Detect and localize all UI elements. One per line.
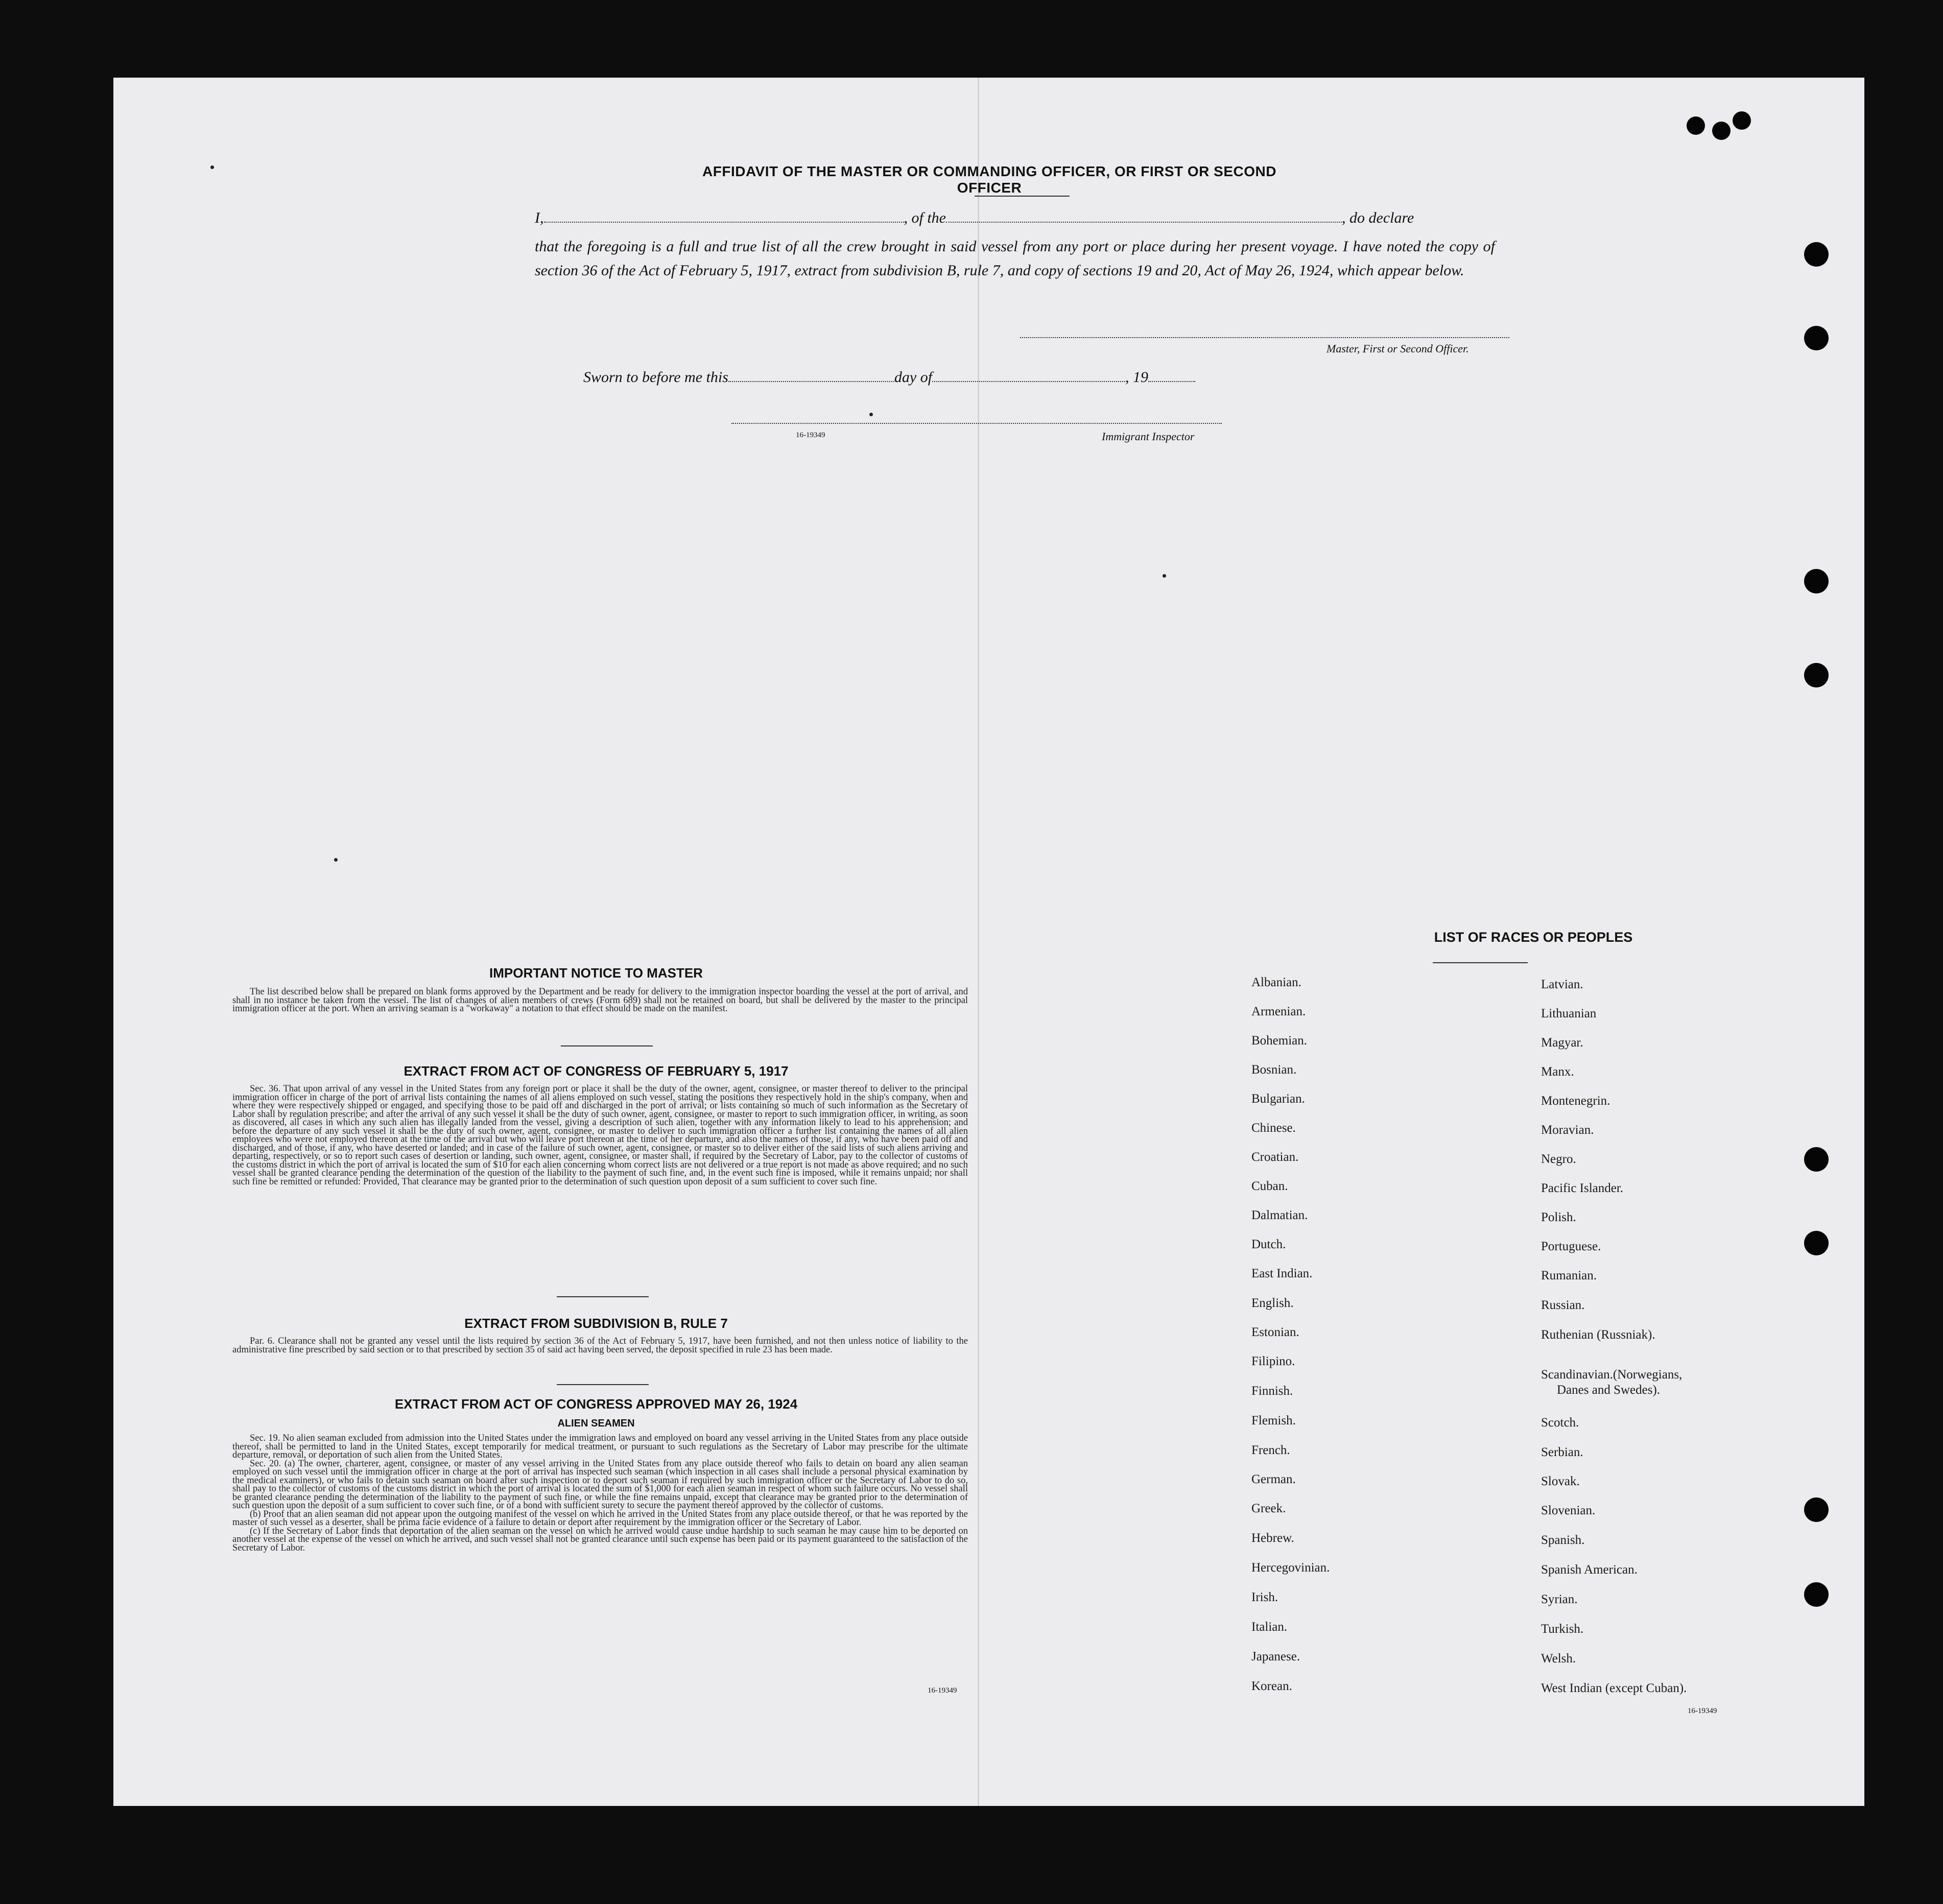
punch-hole xyxy=(1804,663,1829,687)
race-item: Portuguese. xyxy=(1541,1240,1601,1253)
affidavit-body: that the foregoing is a full and true list of all the crew brought in said vessel from any port or place during her present voyage. I have noted the copy of section 36 of the Act of February 5, 1917, extract from subdivision B, rule 7, and copy of sections 19 and 20, Act of May 26, 1924, which appear below. xyxy=(535,238,1495,279)
sworn-year-blank[interactable] xyxy=(1148,378,1195,382)
speck xyxy=(869,413,873,416)
race-item: Japanese. xyxy=(1251,1650,1300,1663)
sworn-prefix: Sworn to before me this xyxy=(583,369,728,386)
race-item: Hercegovinian. xyxy=(1251,1561,1330,1575)
race-item: Pacific Islander. xyxy=(1541,1181,1624,1195)
form-number-right: 16-19349 xyxy=(1688,1707,1717,1715)
speck xyxy=(1163,574,1166,578)
sec36-paragraph: Sec. 36. That upon arrival of any vessel in the United States from any foreign port or place it shall be the duty of the owner, agent, consignee, or master thereof to deliver to the principal immigration officer in charge of the port of arrival lists containing the names of all aliens employed on such vessel, stating the positions they respectively hold in the ship's company, when and where they were respectively shipped or engaged, and specifying those to be paid off and discharged in the port of arrival; or lists containing so much of such information as the Secretary of Labor shall by regulation prescribe; and after the arrival of any such vessel it shall be the duty of such owner, agent, consignee, or master to report to such immigration officer, in writing, as soon as discovered, all cases in which any such alien has illegally landed from the vessel, giving a description of such alien, together with any information likely to lead to his apprehension; and before the departure of any such vessel it shall be the duty of such owner, agent, consignee, or master to deliver to such immigration officer a further list containing the names of all alien employees who were not employed thereon at the time of the arrival but who will leave port thereon at the time of her departure, and also the names of those, if any, who have been paid off and discharged, and of those, if any, who have deserted or landed; and in case of the failure of such owner, agent, consignee, or master so to deliver either of the said lists of such aliens arriving and departing, respectively, or so to report such cases of desertion or landing, such owner, agent, consignee, or master shall, if required by the Secretary of Labor, pay to the collector of customs of the customs district in which the port of arrival is located the sum of $10 for each alien concerning whom correct lists are not delivered or a true report is not made as above required; and no such vessel shall be granted clearance pending the determination of the question of the liability to the payment of such fine, and, in the event such fine is imposed, while it remains unpaid; nor shall such fine be remitted or refunded: Provided, That clearance may be granted prior to the determination of such question upon deposit of a sum sufficient to cover such fine. xyxy=(232,1084,968,1187)
race-item: Polish. xyxy=(1541,1210,1576,1224)
sec20a-paragraph: Sec. 20. (a) The owner, charterer, agent, consignee, or master of any vessel arriving in the United States from any place outside thereof who fails to detain on board any alien seaman employed on such vessel until the immigration officer in charge at the port of arrival has inspected such seaman (which inspection in all cases shall include a personal physical examination by the medical examiners), or who fails to detain such seaman on board after such inspection or to deport such seaman if required by such immigration officer or the Secretary of Labor to do so, shall pay to the collector of customs of the customs district in which the port of arrival is located the sum of $1,000 for each alien seaman in respect of whom such failure occurs. No vessel shall be granted clearance pending the determination of the liability to the payment of such fine, or while the fine remains unpaid, except that clearance may be granted prior to the determination of such question upon the deposit of a sum sufficient to cover such fine, or of a bond with sufficient surety to secure the payment thereof approved by the collector of customs. xyxy=(232,1458,968,1511)
master-name-blank[interactable] xyxy=(544,219,904,223)
declaration-line xyxy=(535,209,1414,227)
race-item: Russian. xyxy=(1541,1298,1585,1312)
extract-1924-text xyxy=(232,1434,968,1552)
notice-text xyxy=(232,988,968,1013)
race-item: West Indian (except Cuban). xyxy=(1541,1681,1687,1695)
extract-rule7-title: EXTRACT FROM SUBDIVISION B, RULE 7 xyxy=(464,1316,728,1331)
race-item: Syrian. xyxy=(1541,1592,1578,1606)
race-item: Bosnian. xyxy=(1251,1063,1297,1077)
punch-hole xyxy=(1712,122,1731,140)
master-signature-line[interactable] xyxy=(1020,337,1509,338)
race-item: Lithuanian xyxy=(1541,1007,1597,1020)
race-item: Dutch. xyxy=(1251,1237,1286,1251)
form-number-left: 16-19349 xyxy=(928,1686,957,1695)
race-item: Bulgarian. xyxy=(1251,1092,1305,1106)
race-item: Hebrew. xyxy=(1251,1531,1294,1545)
punch-hole xyxy=(1804,1497,1829,1522)
extract-1924-title: EXTRACT FROM ACT OF CONGRESS APPROVED MAY 26, 1924 xyxy=(394,1396,798,1412)
race-item: Croatian. xyxy=(1251,1150,1299,1164)
race-item: Serbian. xyxy=(1541,1445,1583,1459)
race-item: German. xyxy=(1251,1472,1296,1486)
section-divider xyxy=(557,1384,649,1385)
race-item: Moravian. xyxy=(1541,1123,1594,1137)
punch-hole xyxy=(1804,569,1829,593)
race-item: Spanish American. xyxy=(1541,1563,1638,1577)
punch-hole xyxy=(1804,242,1829,267)
speck xyxy=(210,165,214,169)
race-item: Magyar. xyxy=(1541,1036,1583,1050)
punch-hole xyxy=(1804,326,1829,350)
race-item: Scotch. xyxy=(1541,1416,1579,1430)
race-item: Chinese. xyxy=(1251,1121,1296,1135)
vessel-prefix: , of the xyxy=(904,209,946,226)
race-item: Slovak. xyxy=(1541,1474,1580,1488)
sworn-line xyxy=(583,369,1195,386)
race-item: Greek. xyxy=(1251,1502,1286,1515)
inspector-caption: Immigrant Inspector xyxy=(1102,430,1195,443)
declare-suffix: , do declare xyxy=(1342,209,1414,226)
center-fold xyxy=(978,78,979,1806)
race-item: Estonian. xyxy=(1251,1325,1299,1339)
race-item: Latvian. xyxy=(1541,978,1583,991)
races-title: LIST OF RACES OR PEOPLES xyxy=(1434,930,1633,945)
declarant-prefix: I, xyxy=(535,209,544,226)
notice-paragraph: The list described below shall be prepared on blank forms approved by the Department and be ready for delivery to the immigration inspector boarding the vessel at the port of arrival, and shall in no instance be taken from the vessel. The list of changes of alien members of crews (Form 689) shall not be retained on board, but shall be delivered by the master to the principal immigration officer at the port. When an arriving seaman is a "workaway" a notation to that effect should be made on the manifest. xyxy=(232,987,968,1014)
race-item: Armenian. xyxy=(1251,1005,1306,1018)
punch-hole xyxy=(1804,1582,1829,1607)
speck xyxy=(334,858,338,862)
race-item: Irish. xyxy=(1251,1590,1278,1604)
section-divider xyxy=(561,1045,653,1046)
race-item: Flemish. xyxy=(1251,1414,1296,1427)
sec20b-paragraph: (b) Proof that an alien seaman did not appear upon the outgoing manifest of the vessel on which he arrived in the United States from any place outside thereof, or that he was reported by the master of such vessel as a deserter, shall be prima facie evidence of a failure to detain or deport after requirement by the immigration officer or the Secretary of Labor. xyxy=(232,1509,968,1528)
race-item: Ruthenian (Russniak). xyxy=(1541,1328,1655,1342)
sec20c-paragraph: (c) If the Secretary of Labor finds that deportation of the alien seaman on the vessel on which he arrived would cause undue hardship to such seaman he may cause him to be deported on another vessel at the expense of the vessel on which he arrived, and such vessel shall not be granted clearance until such expense has been paid or its payment guaranteed to the satisfaction of the Secretary of Labor. xyxy=(232,1526,968,1553)
notice-title: IMPORTANT NOTICE TO MASTER xyxy=(489,965,703,981)
form-number-top: 16-19349 xyxy=(796,431,825,439)
vessel-name-blank[interactable] xyxy=(946,219,1342,223)
day-of-label: day of xyxy=(894,369,933,386)
race-item: Spanish. xyxy=(1541,1533,1585,1547)
document-sheet xyxy=(113,78,1864,1806)
race-item: East Indian. xyxy=(1251,1267,1313,1280)
master-signature-caption: Master, First or Second Officer. xyxy=(1326,342,1469,355)
race-item: Korean. xyxy=(1251,1679,1292,1693)
races-title-underline xyxy=(1433,962,1528,963)
extract-1917-title: EXTRACT FROM ACT OF CONGRESS OF FEBRUARY 5, 1917 xyxy=(404,1063,789,1079)
race-item: Scandinavian.(Norwegians, xyxy=(1541,1368,1683,1382)
race-item: Manx. xyxy=(1541,1065,1574,1079)
race-item: Filipino. xyxy=(1251,1354,1295,1368)
par6-paragraph: Par. 6. Clearance shall not be granted any vessel until the lists required by section 36 of the Act of February 5, 1917, have been furnished, and not then unless notice of liability to the administrative fine prescribed by said section or to that prescribed by section 35 of said act having been served, the deposit specified in rule 23 has been made. xyxy=(232,1336,968,1355)
race-item: Turkish. xyxy=(1541,1622,1584,1636)
punch-hole xyxy=(1733,111,1751,130)
race-item: Albanian. xyxy=(1251,975,1301,989)
title-underline xyxy=(975,196,1070,197)
punch-hole xyxy=(1804,1231,1829,1255)
race-item: French. xyxy=(1251,1443,1290,1457)
race-item: Slovenian. xyxy=(1541,1504,1596,1517)
race-item: Danes and Swedes). xyxy=(1557,1383,1661,1397)
sec19-paragraph: Sec. 19. No alien seaman excluded from admission into the United States under the immigration laws and employed on board any vessel arriving in the United States from any place outside thereof, shall be permitted to land in the United States, except temporarily for medical treatment, or pursuant to such regulations as the Secretary of Labor may prescribe for the ultimate departure, removal, or deportation of such alien from the United States. xyxy=(232,1433,968,1460)
affidavit-title: AFFIDAVIT OF THE MASTER OR COMMANDING OFFICER, OR FIRST OR SECOND OFFICER xyxy=(702,163,1276,196)
race-item: Dalmatian. xyxy=(1251,1208,1308,1222)
race-item: Welsh. xyxy=(1541,1652,1576,1665)
section-divider xyxy=(557,1296,649,1297)
sworn-day-blank[interactable] xyxy=(728,378,894,382)
race-item: Finnish. xyxy=(1251,1384,1293,1398)
race-item: English. xyxy=(1251,1296,1294,1310)
year-prefix: , 19 xyxy=(1125,369,1149,386)
inspector-signature-line[interactable] xyxy=(731,423,1222,424)
race-item: Negro. xyxy=(1541,1152,1576,1166)
race-item: Montenegrin. xyxy=(1541,1094,1610,1108)
race-item: Rumanian. xyxy=(1541,1269,1597,1282)
alien-seamen-subtitle: ALIEN SEAMEN xyxy=(557,1418,635,1429)
punch-hole xyxy=(1687,116,1705,135)
extract-rule7-text xyxy=(232,1337,968,1354)
race-item: Cuban. xyxy=(1251,1179,1288,1193)
punch-hole xyxy=(1804,1147,1829,1172)
race-item: Bohemian. xyxy=(1251,1034,1308,1048)
race-item: Italian. xyxy=(1251,1620,1288,1634)
extract-1917-text xyxy=(232,1085,968,1186)
sworn-month-blank[interactable] xyxy=(932,378,1125,382)
